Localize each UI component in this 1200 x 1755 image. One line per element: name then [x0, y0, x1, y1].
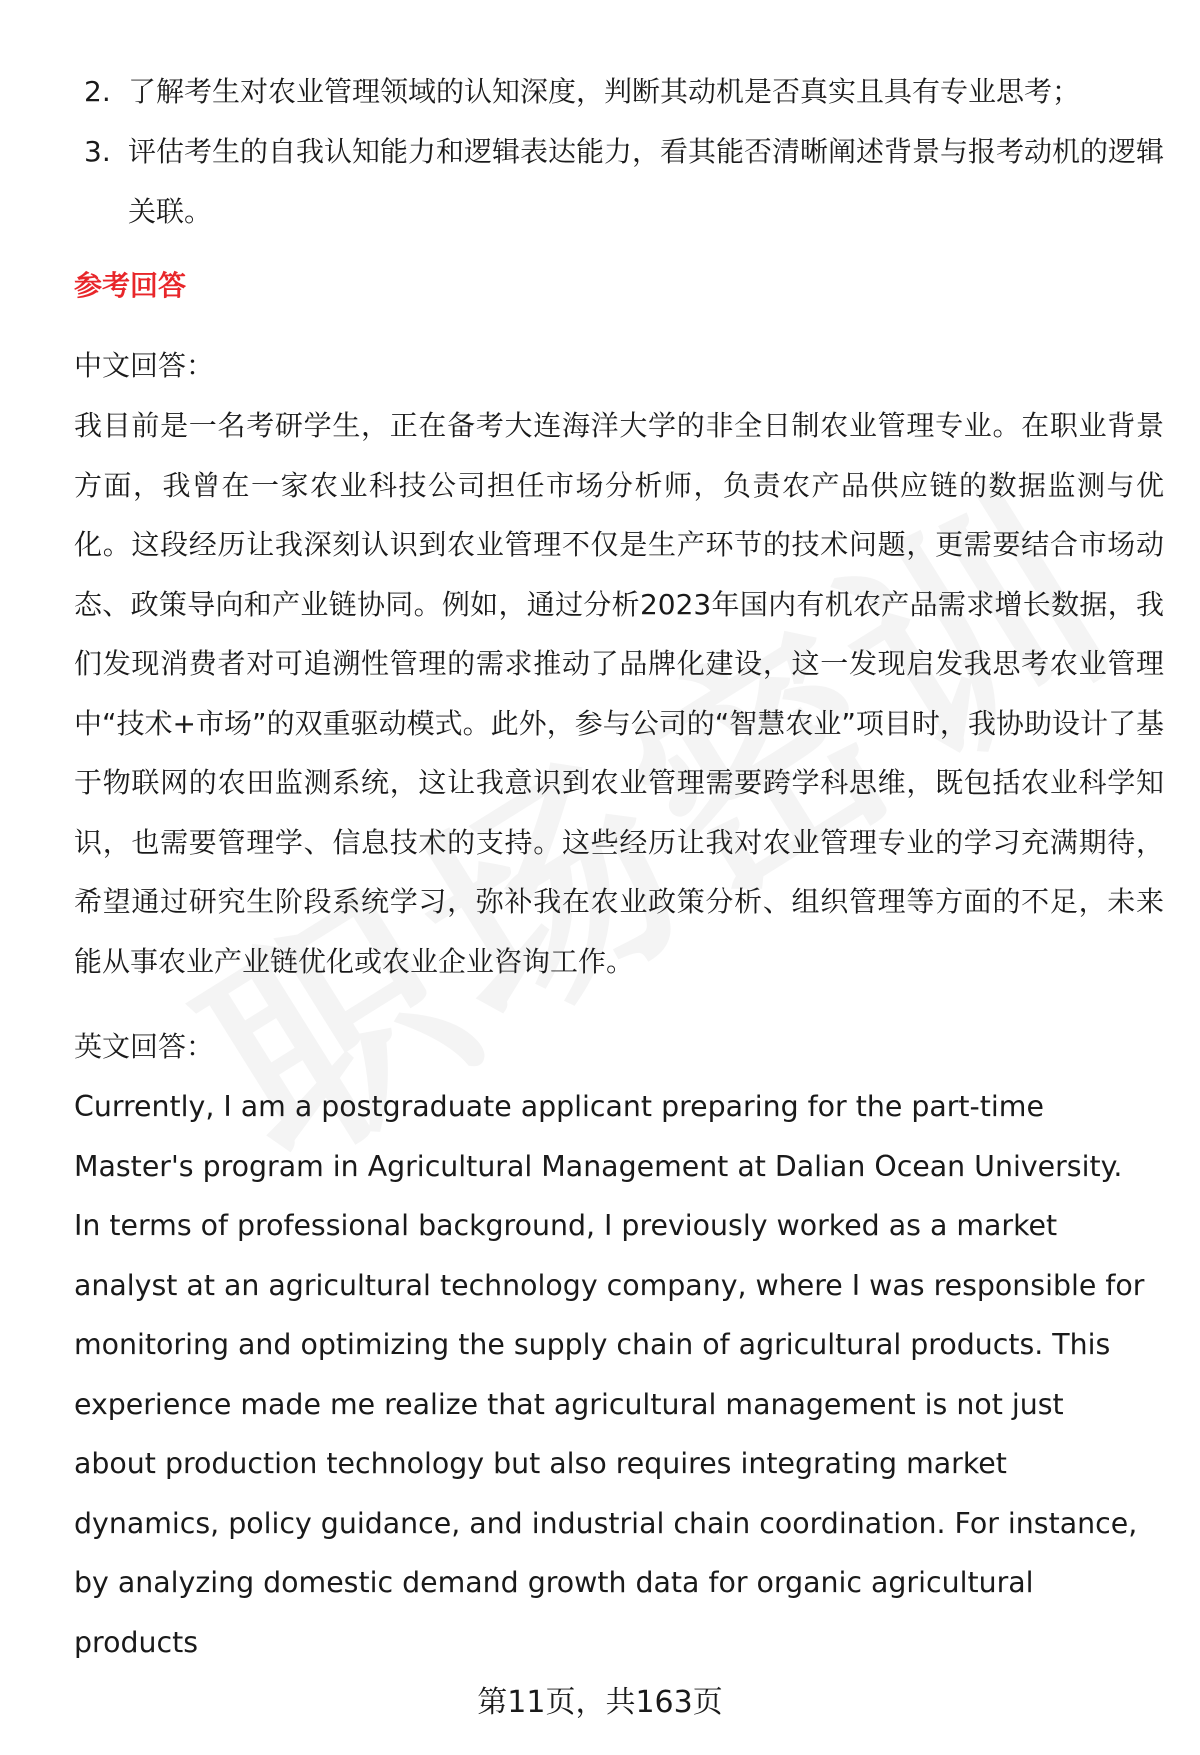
page-content	[74, 62, 1164, 1672]
english-answer-text: Currently, I am a postgraduate applicant preparing for the part-time Master's program in Agricultural Management at Dalian Ocean University. In terms of professional background, I previously worked as a market analyst at an agricultural technology company, where I was responsible for monitoring and optimizing the supply chain of agricultural products. This experience made me realize that agricultural management is not just about production technology but also requires integrating market dynamics, policy guidance, and industrial chain coordination. For instance, by analyzing domestic demand growth data for organic agricultural products	[74, 1090, 1145, 1659]
list-item	[74, 122, 1164, 242]
chinese-answer-text: 我目前是一名考研学生，正在备考大连海洋大学的非全日制农业管理专业。在职业背景方面，我曾在一家农业科技公司担任市场分析师，负责农产品供应链的数据监测与优化。这段经历让我深刻认识到农业管理不仅是生产环节的技术问题，更需要结合市场动态、政策导向和产业链协同。例如，通过分析2023年国内有机农产品需求增长数据，我们发现消费者对可追溯性管理的需求推动了品牌化建设，这一发现启发我思考农业管理中“技术+市场”的双重驱动模式。此外，参与公司的“智慧农业”项目时，我协助设计了基于物联网的农田监测系统，这让我意识到农业管理需要跨学科思维，既包括农业科学知识，也需要管理学、信息技术的支持。这些经历让我对农业管理专业的学习充满期待，希望通过研究生阶段系统学习，弥补我在农业政策分析、组织管理等方面的不足，未来能从事农业产业链优化或农业企业咨询工作。	[74, 409, 1164, 978]
english-answer-label: 英文回答：	[74, 1030, 215, 1063]
chinese-answer-label: 中文回答：	[74, 349, 215, 382]
list-text: 了解考生对农业管理领域的认知深度，判断其动机是否真实且具有专业思考；	[128, 75, 1081, 108]
list-text: 评估考生的自我认知能力和逻辑表达能力，看其能否清晰阐述背景与报考动机的逻辑关联。	[128, 135, 1165, 228]
list-number: 2.	[84, 75, 111, 108]
list-item	[74, 62, 1164, 122]
list-number: 3.	[84, 135, 111, 168]
objectives-list	[74, 62, 1164, 242]
reference-answer-heading: 参考回答	[74, 269, 187, 302]
page-number: 第11页，共163页	[477, 1685, 723, 1720]
